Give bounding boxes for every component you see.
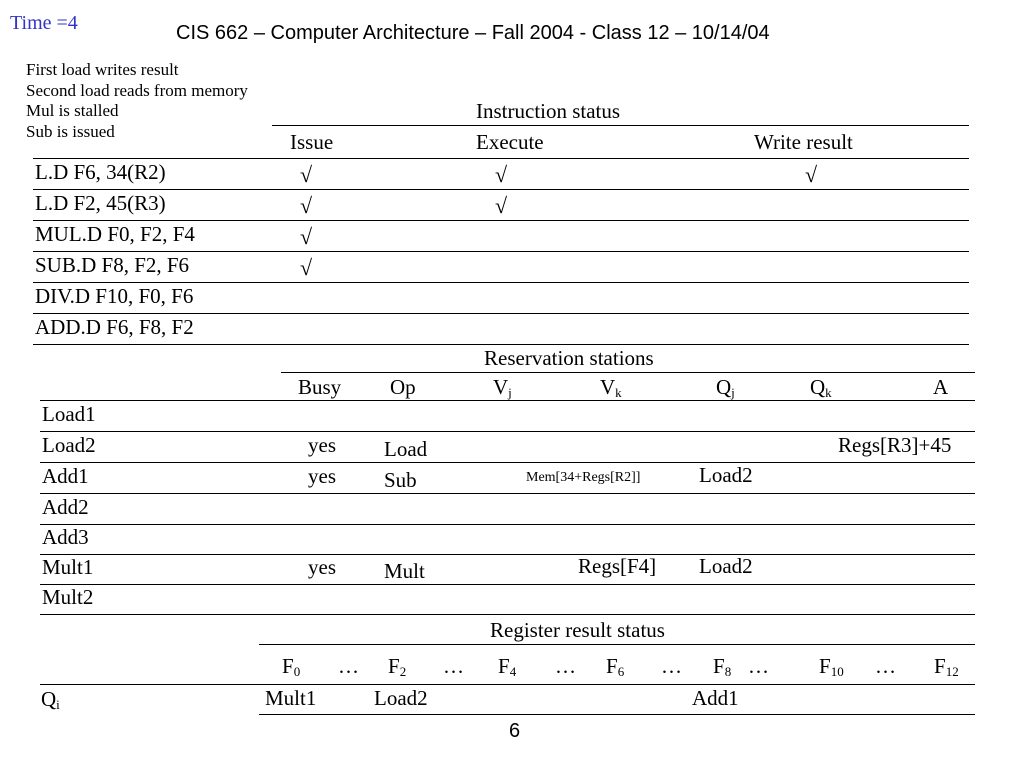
divider xyxy=(40,462,975,463)
divider xyxy=(40,524,975,525)
check-mark-icon: √ xyxy=(300,224,313,249)
register-name: $F_{10}$ xyxy=(819,654,844,679)
note-line: Second load reads from memory xyxy=(26,81,248,100)
divider xyxy=(40,614,975,615)
check-mark-icon: √ xyxy=(300,193,313,218)
column-header-op: Op xyxy=(390,375,416,399)
divider xyxy=(33,282,969,283)
station-name: Add3 xyxy=(42,525,89,549)
qi-row-label: $Q_i$ xyxy=(41,687,60,712)
station-qj: Load2 xyxy=(699,554,753,578)
check-mark-icon: √ xyxy=(300,162,313,187)
ellipsis: … xyxy=(875,654,896,678)
slide-title: CIS 662 – Computer Architecture – Fall 2004 - Class 12 – 10/14/04 xyxy=(176,22,770,44)
column-header-busy: Busy xyxy=(298,375,342,399)
check-mark-icon: √ xyxy=(300,255,313,280)
instruction-name: SUB.D F8, F2, F6 xyxy=(35,253,190,277)
ellipsis: … xyxy=(555,654,576,678)
check-mark-icon: √ xyxy=(495,193,508,218)
register-name: $F_6$ xyxy=(606,654,625,679)
station-busy: yes xyxy=(308,464,336,488)
divider xyxy=(40,684,975,685)
station-op: Mult xyxy=(384,559,425,583)
station-vk: Mem[34+Regs[R2]] xyxy=(526,470,641,485)
station-a: Regs[R3]+45 xyxy=(838,433,952,457)
station-name: Add2 xyxy=(42,495,89,519)
column-header-vk: $V_k$ xyxy=(600,375,622,400)
station-op: Load xyxy=(384,437,428,461)
divider xyxy=(40,493,975,494)
divider xyxy=(33,189,969,190)
register-value: Mult1 xyxy=(265,686,317,710)
divider xyxy=(40,431,975,432)
divider xyxy=(33,158,969,159)
ellipsis: … xyxy=(338,654,359,678)
ellipsis: … xyxy=(748,654,769,678)
station-name: Add1 xyxy=(42,464,89,488)
page-number: 6 xyxy=(509,720,521,742)
divider xyxy=(33,344,969,345)
note-line: Mul is stalled xyxy=(26,101,119,120)
divider xyxy=(33,313,969,314)
reservation-stations-title: Reservation stations xyxy=(484,346,654,370)
time-label: Time =4 xyxy=(10,12,78,34)
station-qj: Load2 xyxy=(699,463,753,487)
divider xyxy=(33,251,969,252)
divider xyxy=(281,372,975,373)
register-name: $F_{12}$ xyxy=(934,654,959,679)
ellipsis: … xyxy=(443,654,464,678)
note-line: Sub is issued xyxy=(26,122,115,141)
station-name: Load2 xyxy=(42,433,96,457)
divider xyxy=(33,220,969,221)
column-header-vj: $V_j$ xyxy=(493,375,512,400)
instruction-name: MUL.D F0, F2, F4 xyxy=(35,222,195,246)
divider xyxy=(40,554,975,555)
register-name: $F_0$ xyxy=(282,654,301,679)
station-busy: yes xyxy=(308,433,336,457)
station-name: Mult1 xyxy=(42,555,94,579)
column-header-execute: Execute xyxy=(476,130,544,154)
instruction-name: DIV.D F10, F0, F6 xyxy=(35,284,194,308)
column-header-qj: $Q_j$ xyxy=(716,375,735,400)
station-busy: yes xyxy=(308,555,336,579)
station-name: Load1 xyxy=(42,402,96,426)
divider xyxy=(40,400,975,401)
instruction-status-title: Instruction status xyxy=(476,99,621,123)
check-mark-icon: √ xyxy=(805,162,818,187)
register-value: Add1 xyxy=(692,686,739,710)
column-header-write-result: Write result xyxy=(754,130,853,154)
instruction-name: L.D F6, 34(R2) xyxy=(35,160,166,184)
divider xyxy=(259,644,975,645)
register-status-title: Register result status xyxy=(490,618,665,642)
register-value: Load2 xyxy=(374,686,428,710)
column-header-qk: $Q_k$ xyxy=(810,375,832,400)
instruction-name: ADD.D F6, F8, F2 xyxy=(35,315,194,339)
station-op: Sub xyxy=(384,468,417,492)
divider xyxy=(259,714,975,715)
column-header-a: A xyxy=(933,375,949,399)
note-line: First load writes result xyxy=(26,60,179,79)
station-name: Mult2 xyxy=(42,585,94,609)
station-vk: Regs[F4] xyxy=(578,554,657,578)
column-header-issue: Issue xyxy=(290,130,334,154)
divider xyxy=(272,125,969,126)
check-mark-icon: √ xyxy=(495,162,508,187)
instruction-name: L.D F2, 45(R3) xyxy=(35,191,166,215)
register-name: $F_4$ xyxy=(498,654,517,679)
register-name: $F_2$ xyxy=(388,654,407,679)
ellipsis: … xyxy=(661,654,682,678)
divider xyxy=(40,584,975,585)
register-name: $F_8$ xyxy=(713,654,732,679)
